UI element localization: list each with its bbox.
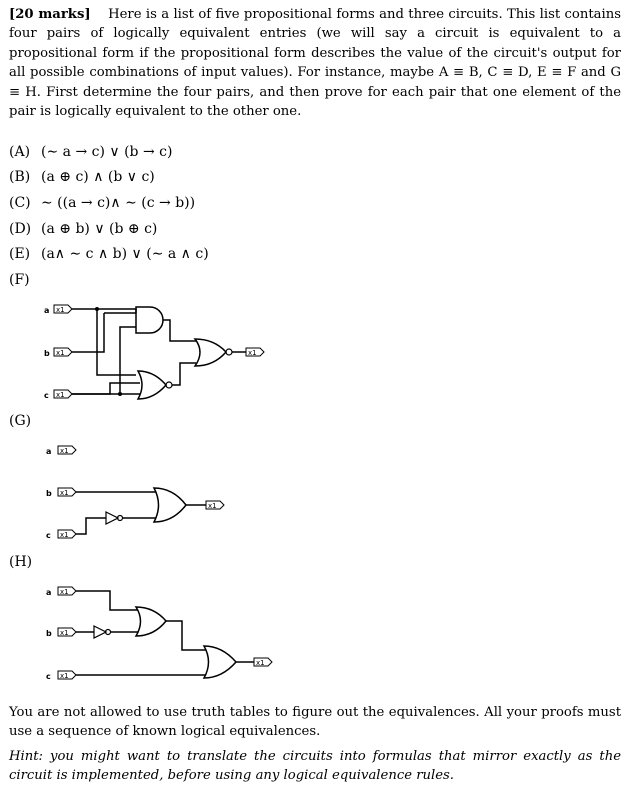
marks-label: [20 marks] [9,7,91,22]
svg-text:x1: x1 [60,672,69,680]
or-gate [154,488,186,522]
instructions: You are not allowed to use truth tables to figure out the equivalences. All your proofs must use a sequence of known logical equivalences. [9,705,621,740]
problem-intro [9,5,621,121]
hint [9,747,621,786]
output-pin [246,348,264,357]
or-gate [136,607,166,636]
input-pin-a [54,305,72,314]
input-label-c: c [46,531,51,540]
option-formula: (a∧ ∼ c ∧ b) ∨ (∼ a ∧ c) [41,246,209,262]
svg-text:x1: x1 [248,349,257,357]
intro-text: Here is a list of five propositional forms and three circuits. This list contains four pairs of logically equivalent entries (we will say a circuit is equivalent to a propositional form if the propositional form describes the value of the circuit's output for all possible combinations of input values). For instance, maybe A ≡ B, C ≡ D, E ≡ F and G ≡ H. First determine the four pairs, and then prove for each pair that one element of the pair is logically equivalent to the other one. [9,7,621,120]
option-b [9,168,155,186]
option-g-label: (G) [9,413,32,429]
input-label-a: a [46,588,52,597]
option-d [9,220,157,238]
circuit-f [0,295,634,410]
circuit-h [0,580,634,690]
input-label-c: c [44,391,49,400]
input-label-b: b [46,489,52,498]
option-h-label: (H) [9,554,33,570]
input-pin-c [58,530,76,539]
input-pin-c [54,390,72,399]
svg-text:x1: x1 [256,659,265,667]
svg-text:x1: x1 [56,391,65,399]
and-gate [136,307,163,333]
or-gate-output [195,339,226,366]
input-pin-a [58,446,76,455]
not-gate [94,626,106,638]
svg-text:x1: x1 [60,629,69,637]
option-label: (C) [9,195,31,211]
svg-text:x1: x1 [56,306,65,314]
input-label-a: a [44,306,50,315]
option-a [9,143,172,161]
not-gate [106,512,118,524]
input-pin-c [58,671,76,680]
option-formula: ∼ ((a → c)∧ ∼ (c → b)) [41,195,196,211]
input-label-a: a [46,447,52,456]
option-f-label: (F) [9,272,30,288]
svg-text:x1: x1 [56,349,65,357]
svg-text:x1: x1 [60,489,69,497]
option-c [9,194,195,212]
output-pin [206,501,224,510]
svg-text:x1: x1 [60,588,69,596]
option-e [9,245,209,263]
output-pin [254,658,272,667]
option-formula: (∼ a → c) ∨ (b → c) [41,144,173,160]
input-pin-b [58,488,76,497]
input-label-b: b [44,349,50,358]
svg-text:x1: x1 [60,531,69,539]
option-label: (B) [9,169,31,185]
option-formula: (a ⊕ c) ∧ (b ∨ c) [41,169,155,185]
svg-text:x1: x1 [60,447,69,455]
option-formula: (a ⊕ b) ∨ (b ⊕ c) [41,221,158,237]
option-label: (A) [9,144,31,160]
option-label: (D) [9,221,32,237]
hint-text: you might want to translate the circuits into formulas that mirror exactly as the circuit is implemented, before using any logical equivalence rules. [9,749,621,784]
or-gate [138,371,166,399]
input-label-b: b [46,629,52,638]
hint-label: Hint: [9,749,43,764]
input-pin-a [58,587,76,596]
input-pin-b [54,348,72,357]
svg-text:x1: x1 [208,502,217,510]
or-gate-output [204,646,236,678]
circuit-g [0,438,634,548]
input-label-c: c [46,672,51,681]
input-pin-b [58,628,76,637]
option-label: (E) [9,246,31,262]
